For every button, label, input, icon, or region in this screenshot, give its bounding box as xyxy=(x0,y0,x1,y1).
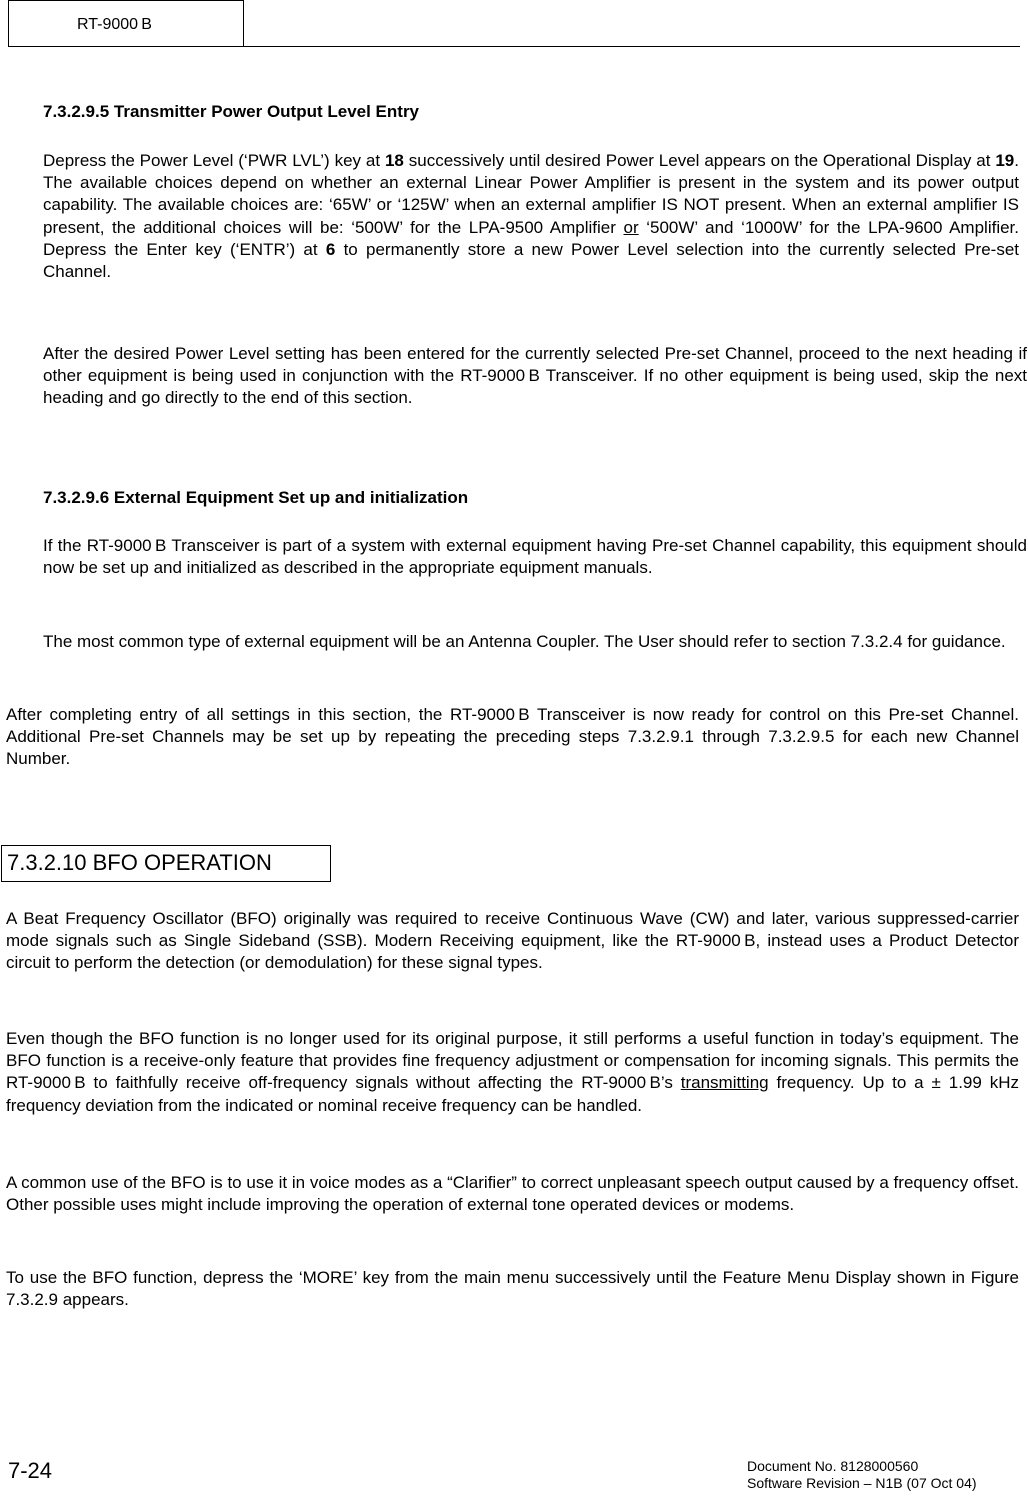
key-ref-6: 6 xyxy=(325,239,336,259)
heading-7-3-2-9-6: 7.3.2.9.6 External Equipment Set up and initialization xyxy=(43,488,469,507)
paragraph-bfo-function xyxy=(6,1028,1019,1117)
text-run: to permanently store a new Power Level selection into the currently selected Pre-set Channel. xyxy=(43,239,1019,282)
header-model-box xyxy=(8,0,244,47)
paragraph-bfo-clarifier: A common use of the BFO is to use it in voice modes as a “Clarifier” to correct unpleasant speech output caused by a frequency offset. Other possible uses might include improving the operation of external tone operated devices or modems. xyxy=(6,1173,1019,1215)
paragraph-bfo-intro: A Beat Frequency Oscillator (BFO) originally was required to receive Continuous Wave (CW) and later, various suppressed-carrier mode signals such as Single Sideband (SSB). Modern Receiving equipment, like the RT-9000 B, instead uses a Product Detector circuit to perform the detection (or demodulation) for these signal types. xyxy=(6,909,1019,973)
paragraph-after-power-level: After the desired Power Level setting has been entered for the currently selected Pre-set Channel, proceed to the next heading if other equipment is being used in conjunction with the RT-9000 B Transceiver. If no other equipment is being used, skip the next heading and go directly to the end of this section. xyxy=(43,344,1027,408)
page-number: 7-24 xyxy=(8,1458,53,1483)
document-number: Document No. 8128000560 xyxy=(747,1458,919,1474)
header-model: RT-9000 B xyxy=(77,16,152,33)
heading-7-3-2-9-5: 7.3.2.9.5 Transmitter Power Output Level Entry xyxy=(43,102,420,121)
software-revision: Software Revision – N1B (07 Oct 04) xyxy=(747,1475,977,1491)
text-run: ‘500W’ and ‘1000W’ for the LPA-9600 Amplifier. Depress the Enter key (‘ENTR’) at xyxy=(43,217,1019,259)
text-run: Depress the Power Level (‘PWR LVL’) key at xyxy=(43,151,385,170)
text-run: successively until desired Power Level appears on the Operational Display at xyxy=(403,151,996,170)
text-run: Even though the BFO function is no longer used for its original purpose, it still performs a useful function in today’s equipment. The BFO function is a receive-only feature that provides fine frequency adjustment or compensation for incoming signals. This permits the RT-9000 B to faithfully receive off-frequency signals without affecting the RT-9000 B’s xyxy=(6,1029,1019,1093)
section-title: 7.3.2.10 BFO OPERATION xyxy=(7,850,272,875)
key-ref-18: 18 xyxy=(384,151,404,170)
text-run: frequency. Up to a ± 1.99 kHz frequency deviation from the indicated or nominal receive frequency can be handled. xyxy=(6,1073,1019,1115)
key-ref-19: 19 xyxy=(995,151,1015,170)
text-run: . The available choices depend on whether an external Linear Power Amplifier is present in the system and its power output capability. The available choices are: ‘65W’ or ‘125W’ when an external amplifier IS NOT present. When an external amplifier IS present, the additional choices will be: ‘500W’ for the LPA-9500 Amplifier xyxy=(43,151,1019,237)
header-rule xyxy=(244,46,1020,47)
document-info xyxy=(747,1458,977,1492)
paragraph-antenna-coupler: The most common type of external equipment will be an Antenna Coupler. The User should refer to section 7.3.2.4 for guidance. xyxy=(43,632,1006,651)
paragraph-external-equipment: If the RT-9000 B Transceiver is part of a system with external equipment having Pre-set Channel capability, this equipment should now be set up and initialized as described in the appropriate equipment manuals. xyxy=(43,536,1027,578)
paragraph-power-level xyxy=(43,150,1019,283)
paragraph-bfo-usage: To use the BFO function, depress the ‘MORE’ key from the main menu successively until the Feature Menu Display shown in Figure 7.3.2.9 appears. xyxy=(6,1268,1019,1310)
underlined-or: or xyxy=(623,217,639,237)
section-title-box xyxy=(1,845,331,882)
underlined-transmitting: transmitting xyxy=(680,1073,769,1093)
paragraph-closing: After completing entry of all settings in this section, the RT-9000 B Transceiver is now ready for control on this Pre-set Channel. Additional Pre-set Channels may be set up by repeating the preceding steps 7.3.2.9.1 through 7.3.2.9.5 for each new Channel Number. xyxy=(6,705,1019,769)
